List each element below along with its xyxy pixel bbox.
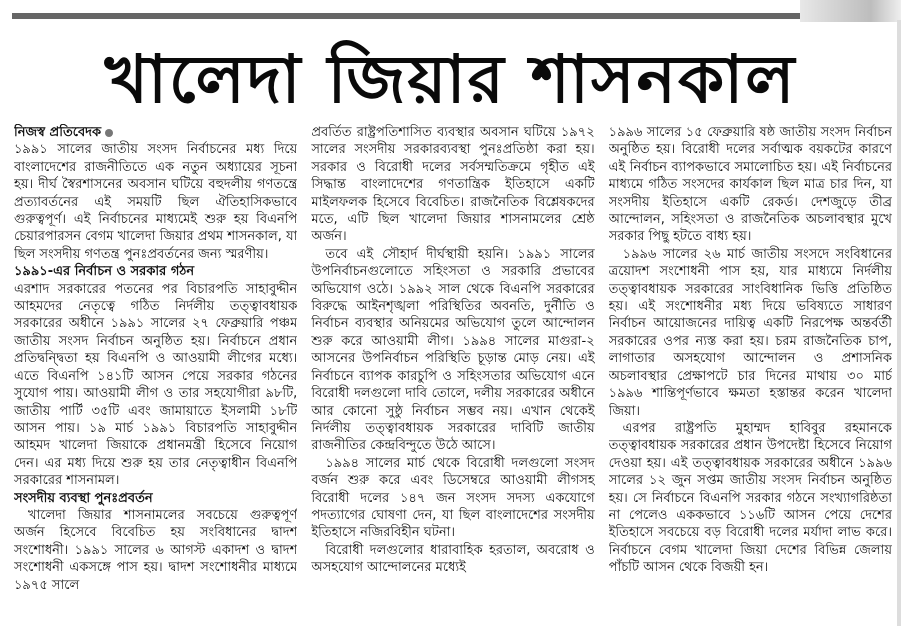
article-column-3: [609, 124, 892, 622]
paragraph: ১৯৯১ সালের জাতীয় সংসদ নির্বাচনের মধ্য দিয়ে বাংলাদেশের রাজনীতিতে এক নতুন অধ্যায়ের সূচনা হয়। দীর্ঘ স্বৈরশাসনের অবসান ঘটিয়ে বহুদলীয় গণতন্ত্রে প্রত্যাবর্তনের এই সময়টি ছিল ঐতিহাসিকভাবে গুরুত্বপূর্ণ। এই নির্বাচনের মাধ্যমেই শুরু হয় বিএনপি চেয়ারপারসন বেগম খালেদা জিয়ার প্রথম শাসনকাল, যা ছিল সংসদীয় গণতন্ত্র পুনঃপ্রবর্তনের জন্য স্মরণীয়।: [14, 142, 298, 262]
article-columns: [14, 124, 892, 622]
right-edge: [897, 20, 901, 626]
paragraph: তবে এই সৌহার্দ দীর্ঘস্থায়ী হয়নি। ১৯৯১ সালের উপনির্বাচনগুলোতে সহিংসতা ও সরকারি প্রভাবের অভিযোগ ওঠে। ১৯৯২ সাল থেকে বিএনপি সরকারের বিরুদ্ধে আইনশৃঙ্খলা পরিস্থিতির অবনতি, দুর্নীতি ও নির্বাচন ব্যবস্থার অনিয়মের অভিযোগ তুলে আন্দোলন শুরু করে আওয়ামী লীগ। ১৯৯৪ সালের মাগুরা-২ আসনের উপনির্বাচন পরিস্থিতি চূড়ান্ত মোড় নেয়। এই নির্বাচনে ব্যাপক কারচুপি ও সহিংসতার অভিযোগ এনে বিরোধী দলগুলো দাবি তোলে, দলীয় সরকারের অধীনে আর কোনো সুষ্ঠু নির্বাচন সম্ভব নয়। এখান থেকেই নির্দলীয় তত্ত্বাবধায়ক সরকারের দাবিটি জাতীয় রাজনীতির কেন্দ্রবিন্দুতে উঠে আসে।: [311, 246, 595, 454]
paragraph: এরশাদ সরকারের পতনের পর বিচারপতি সাহাবুদ্দীন আহমদের নেতৃত্বে গঠিত নির্দলীয় তত্ত্বাবধায়ক সরকারের অধীনে ১৯৯১ সালের ২৭ ফেব্রুয়ারি পঞ্চম জাতীয় সংসদ নির্বাচন অনুষ্ঠিত হয়। নির্বাচনে প্রধান প্রতিদ্বন্দ্বিতা হয় বিএনপি ও আওয়ামী লীগের মধ্যে। এতে বিএনপি ১৪১টি আসন পেয়ে সরকার গঠনের সুযোগ পায়। আওয়ামী লীগ ও তার সহযোগীরা ৯৮টি, জাতীয় পার্টি ৩৫টি এবং জামায়াতে ইসলামী ১৮টি আসন পায়। ১৯ মার্চ ১৯৯১ বিচারপতি সাহাবুদ্দীন আহমদ খালেদা জিয়াকে প্রধানমন্ত্রী হিসেবে নিয়োগ দেন। এর মধ্য দিয়ে শুরু হয় তার নেতৃত্বাধীন বিএনপি সরকারের শাসনামল।: [14, 281, 298, 489]
article-column-2: [311, 124, 594, 622]
paragraph: ১৯৯৬ সালের ২৬ মার্চ জাতীয় সংসদে সংবিধানের ত্রয়োদশ সংশোধনী পাস হয়, যার মাধ্যমে নির্দলীয় তত্ত্বাবধায়ক সরকারের সাংবিধানিক ভিত্তি প্রতিষ্ঠিত হয়। এই সংশোধনীর মধ্য দিয়ে ভবিষ্যতে সাধারণ নির্বাচন আয়োজনের দায়িত্ব একটি নিরপেক্ষ অন্তর্বর্তী সরকারের ওপর ন্যস্ত করা হয়। চরম রাজনৈতিক চাপ, লাগাতার অসহযোগ আন্দোলন ও প্রশাসনিক অচলাবস্থার প্রেক্ষাপটে চার দিনের মাথায় ৩০ মার্চ ১৯৯৬ শান্তিপূর্ণভাবে ক্ষমতা হস্তান্তর করেন খালেদা জিয়া।: [608, 246, 892, 419]
bullet-icon: [105, 129, 113, 137]
paragraph: খালেদা জিয়ার শাসনামলের সবচেয়ে গুরুত্বপূর্ণ অর্জন হিসেবে বিবেচিত হয় সংবিধানের দ্বাদশ সংশোধনী। ১৯৯১ সালের ৬ আগস্ট একাদশ ও দ্বাদশ সংশোধনী একসঙ্গে পাস হয়। দ্বাদশ সংশোধনীর মাধ্যমে ১৯৭৫ সালে: [14, 507, 298, 593]
headline: খালেদা জিয়ার শাসনকাল: [104, 41, 797, 118]
byline: নিজস্ব প্রতিবেদক: [14, 125, 102, 140]
paragraph: বিরোধী দলগুলোর ধারাবাহিক হরতাল, অবরোধ ও অসহযোগ আন্দোলনের মধ্যেই: [311, 542, 595, 576]
byline-line: [14, 124, 297, 141]
paragraph: প্রবর্তিত রাষ্ট্রপতিশাসিত ব্যবস্থার অবসান ঘটিয়ে ১৯৭২ সালের সংসদীয় সরকারব্যবস্থা পুনঃপ্রতিষ্ঠা করা হয়। সরকার ও বিরোধী দলের সর্বসম্মতিক্রমে গৃহীত এই সিদ্ধান্ত বাংলাদেশের গণতান্ত্রিক ইতিহাসে একটি মাইলফলক হিসেবে বিবেচিত। রাজনৈতিক বিশ্লেষকদের মতে, এটি ছিল খালেদা জিয়ার শাসনামলের শ্রেষ্ঠ অর্জন।: [311, 125, 595, 245]
article-column-1: [14, 124, 297, 622]
paragraph: ১৯৯৬ সালের ১৫ ফেব্রুয়ারি ষষ্ঠ জাতীয় সংসদ নির্বাচন অনুষ্ঠিত হয়। বিরোধী দলের সর্বাত্মক বয়কটের কারণে এই নির্বাচন ব্যাপকভাবে সমালোচিত হয়। এই নির্বাচনের মাধ্যমে গঠিত সংসদের কার্যকাল ছিল মাত্র চার দিন, যা সংসদীয় ইতিহাসে একটি রেকর্ড। দেশজুড়ে তীব্র আন্দোলন, সহিংসতা ও রাজনৈতিক অচলাবস্থার মুখে সরকার পিছু হটতে বাধ্য হয়।: [608, 125, 892, 245]
section-heading: সংসদীয় ব্যবস্থা পুনঃপ্রবর্তন: [14, 490, 153, 506]
top-rule: [12, 13, 802, 19]
paragraph: ১৯৯৪ সালের মার্চ থেকে বিরোধী দলগুলো সংসদ বর্জন শুরু করে এবং ডিসেম্বরে আওয়ামী লীগসহ বিরোধী দলের ১৪৭ জন সংসদ সদস্য একযোগে পদত্যাগের ঘোষণা দেন, যা ছিল বাংলাদেশের সংসদীয় ইতিহাসে নজিরবিহীন ঘটনা।: [311, 455, 595, 541]
corner-photo: [800, 0, 901, 22]
paragraph: এরপর রাষ্ট্রপতি মুহাম্মদ হাবিবুর রহমানকে তত্ত্বাবধায়ক সরকারের প্রধান উপদেষ্টা হিসেবে নিয়োগ দেওয়া হয়। এই তত্ত্বাবধায়ক সরকারের অধীনে ১৯৯৬ সালের ১২ জুন সপ্তম জাতীয় সংসদ নির্বাচন অনুষ্ঠিত হয়। সে নির্বাচনে বিএনপি সরকার গঠনে সংখ্যাগরিষ্ঠতা না পেলেও এককভাবে ১১৬টি আসন পেয়ে দেশের ইতিহাসে সবচেয়ে বড় বিরোধী দলের মর্যাদা লাভ করে। নির্বাচনে বেগম খালেদা জিয়া দেশের বিভিন্ন জেলায় পাঁচটি আসন থেকে বিজয়ী হন।: [608, 420, 892, 576]
section-heading: ১৯৯১-এর নির্বাচন ও সরকার গঠন: [14, 264, 195, 280]
